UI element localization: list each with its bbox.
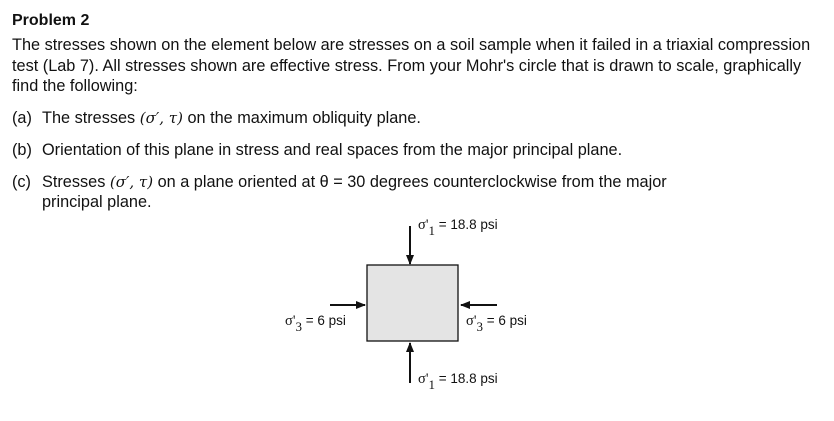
sigma-subscript: 3 (295, 319, 302, 334)
problem-title: Problem 2 (12, 12, 90, 29)
question-continuation: principal plane. (42, 193, 152, 211)
stress-symbol: (σ′, τ) (139, 109, 183, 127)
soil-element (367, 265, 458, 341)
stress-value: = 6 psi (486, 313, 527, 328)
question-label: (c) (12, 173, 31, 191)
question-text: Stresses (42, 173, 110, 191)
question-text: Orientation of this plane in stress and real spaces from the major principal plane. (42, 141, 623, 159)
stress-value: = 6 psi (305, 313, 346, 328)
left-stress-label (285, 313, 346, 334)
sigma-subscript: 1 (428, 377, 435, 392)
sigma-symbol: σ' (285, 313, 296, 329)
problem-intro: The stresses shown on the element below are stresses on a soil sample when it failed in a triaxial compression test (Lab 7). All stresses shown are effective stress. From your Mohr's circle that is drawn to scale, graphically find the following: (12, 36, 811, 95)
sigma-subscript: 3 (476, 319, 483, 334)
question-text-end: on a plane oriented at θ = 30 degrees counterclockwise from the major (153, 173, 667, 191)
stress-value: = 18.8 psi (438, 371, 498, 386)
sigma-symbol: σ' (466, 313, 477, 329)
question-label: (a) (12, 109, 32, 127)
top-stress-label (418, 217, 498, 238)
question-label: (b) (12, 141, 32, 159)
sigma-symbol: σ' (418, 371, 429, 387)
sigma-subscript: 1 (428, 223, 435, 238)
stress-symbol: (σ′, τ) (109, 173, 154, 191)
right-stress-label (466, 313, 527, 334)
question-text: The stresses (42, 109, 140, 127)
bottom-stress-label (418, 371, 498, 392)
sigma-symbol: σ' (418, 217, 429, 233)
stress-value: = 18.8 psi (438, 217, 498, 232)
question-text-end: on the maximum obliquity plane. (182, 109, 421, 127)
